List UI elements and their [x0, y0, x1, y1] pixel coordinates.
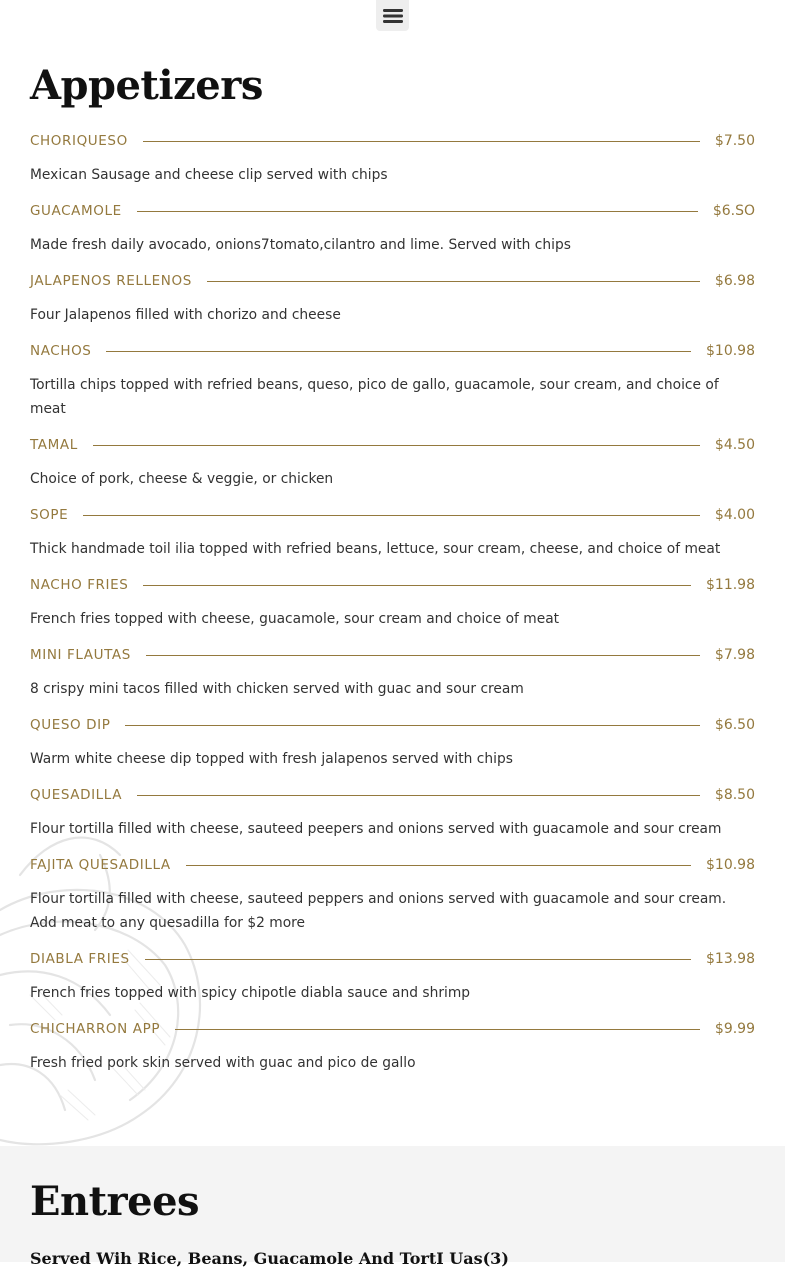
menu-item — [30, 271, 755, 327]
menu-item — [30, 645, 755, 701]
menu-item-price: $9.99 — [714, 1021, 755, 1037]
menu-item-divider — [143, 585, 691, 586]
menu-item-name: NACHO FRIES — [30, 577, 129, 593]
menu-item-description-text: French fries topped with spicy chipotle diabla sauce and shrimp — [30, 985, 471, 1001]
menu-item — [30, 785, 755, 841]
menu-item-name: CHICHARRON APP — [30, 1021, 161, 1037]
menu-item — [30, 505, 755, 561]
menu-item-header — [30, 785, 755, 805]
menu-item-price: $13.98 — [706, 951, 755, 967]
menu-item-price: $6.50 — [714, 717, 755, 733]
menu-item-divider — [125, 725, 699, 726]
menu-item-header — [30, 341, 755, 361]
appetizer-list — [30, 131, 755, 1075]
menu-item-description — [30, 233, 755, 257]
menu-item-divider — [93, 445, 700, 446]
menu-item-price: $8.50 — [714, 787, 755, 803]
menu-item-price: $10.98 — [706, 343, 755, 359]
menu-item-name: DIABLA FRIES — [30, 951, 130, 967]
entrees-title: Entrees — [30, 1178, 200, 1225]
menu-item-description-text: Flour tortilla filled with cheese, sauteed peepers and onions served with guacamole and sour cream — [30, 821, 722, 837]
menu-item-description — [30, 817, 755, 841]
menu-item — [30, 131, 755, 187]
menu-item-divider — [146, 655, 700, 656]
menu-item-description — [30, 537, 755, 561]
menu-item-name: JALAPENOS RELLENOS — [30, 273, 192, 289]
menu-item-header — [30, 715, 755, 735]
menu-item-name: QUESO DIP — [30, 717, 111, 733]
menu-item-price: $6.98 — [714, 273, 755, 289]
menu-item-name: FAJITA QUESADILLA — [30, 857, 171, 873]
menu-item-header — [30, 271, 755, 291]
menu-item-divider — [145, 959, 691, 960]
menu-item-divider — [143, 141, 700, 142]
menu-item-description — [30, 373, 755, 421]
menu-item-name: MINI FLAUTAS — [30, 647, 131, 663]
menu-item-divider — [207, 281, 700, 282]
menu-item-description-text: Flour tortilla filled with cheese, sauteed peppers and onions served with guacamole and sour cream. — [30, 891, 727, 907]
menu-toggle-button[interactable] — [376, 0, 409, 31]
menu-item-price: $4.50 — [714, 437, 755, 453]
menu-item-divider — [83, 515, 700, 516]
appetizers-section — [30, 58, 755, 1089]
menu-item-price: $7.50 — [714, 133, 755, 149]
menu-item — [30, 715, 755, 771]
menu-item-name: TAMAL — [30, 437, 78, 453]
menu-item-description-text: French fries topped with cheese, guacamole, sour cream and choice of meat — [30, 611, 560, 627]
menu-item-header — [30, 505, 755, 525]
menu-item — [30, 1019, 755, 1075]
menu-item-description — [30, 677, 755, 701]
menu-item-description — [30, 163, 755, 187]
menu-item — [30, 575, 755, 631]
menu-item-description — [30, 467, 755, 491]
menu-item-price: $11.98 — [706, 577, 755, 593]
menu-item-name: CHORIQUESO — [30, 133, 128, 149]
menu-item-description-text: Warm white cheese dip topped with fresh jalapenos served with chips — [30, 751, 513, 767]
menu-item-description — [30, 887, 755, 935]
menu-item-name: NACHOS — [30, 343, 92, 359]
menu-item-description-text: Choice of pork, cheese & veggie, or chicken — [30, 471, 334, 487]
menu-item-description — [30, 981, 755, 1005]
menu-item-description-text: 8 crispy mini tacos filled with chicken served with guac and sour cream — [30, 681, 524, 697]
menu-item-name: SOPE — [30, 507, 69, 523]
menu-item-description-text: Thick handmade toil ilia topped with refried beans, lettuce, sour cream, cheese, and choice of meat — [30, 541, 721, 557]
menu-item — [30, 949, 755, 1005]
menu-item-divider — [186, 865, 691, 866]
menu-item — [30, 201, 755, 257]
entrees-subtitle: Served Wih Rice, Beans, Guacamole And TortI Uas(3) — [30, 1249, 509, 1268]
menu-item-description-text: Fresh fried pork skin served with guac and pico de gallo — [30, 1055, 416, 1071]
menu-item-price: $4.00 — [714, 507, 755, 523]
menu-item-description-text: Mexican Sausage and cheese clip served with chips — [30, 167, 388, 183]
menu-item-description-note: Add meat to any quesadilla for $2 more — [30, 915, 306, 931]
menu-item-divider — [137, 211, 698, 212]
menu-item-description-text: Made fresh daily avocado, onions7tomato,cilantro and lime. Served with chips — [30, 237, 571, 253]
appetizers-title: Appetizers — [30, 62, 263, 109]
menu-item — [30, 855, 755, 935]
menu-item — [30, 435, 755, 491]
menu-item-header — [30, 131, 755, 151]
menu-item-header — [30, 855, 755, 875]
menu-item-header — [30, 435, 755, 455]
menu-item-header — [30, 201, 755, 221]
menu-item-name: QUESADILLA — [30, 787, 123, 803]
menu-item-description-text: Four Jalapenos filled with chorizo and cheese — [30, 307, 341, 323]
hamburger-menu-icon — [383, 8, 403, 24]
menu-item-description-text: Tortilla chips topped with refried beans, queso, pico de gallo, guacamole, sour cream, and choice of meat — [30, 377, 719, 417]
menu-item-header — [30, 949, 755, 969]
menu-item-description — [30, 607, 755, 631]
menu-item-name: GUACAMOLE — [30, 203, 122, 219]
menu-item-price: $6.SO — [712, 203, 755, 219]
menu-item-description — [30, 1051, 755, 1075]
menu-item-header — [30, 1019, 755, 1039]
menu-item — [30, 341, 755, 421]
menu-item-price: $10.98 — [706, 857, 755, 873]
menu-item-price: $7.98 — [714, 647, 755, 663]
menu-item-divider — [137, 795, 700, 796]
entrees-section — [0, 1146, 785, 1268]
menu-item-divider — [106, 351, 691, 352]
menu-item-header — [30, 645, 755, 665]
menu-item-header — [30, 575, 755, 595]
menu-item-description — [30, 303, 755, 327]
menu-item-divider — [175, 1029, 700, 1030]
menu-item-description — [30, 747, 755, 771]
